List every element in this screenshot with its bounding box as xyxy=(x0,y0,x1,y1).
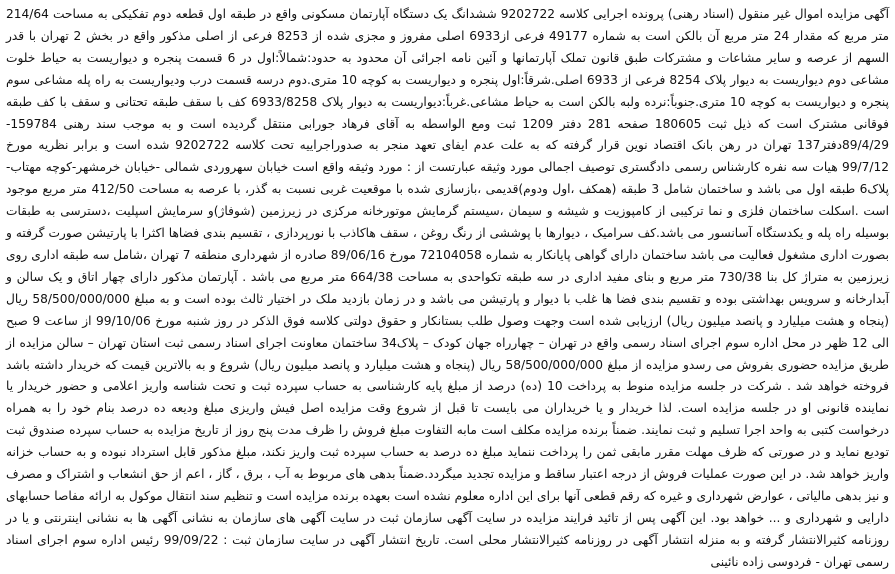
auction-notice-body: آگهی مزایده اموال غیر منقول (اسناد رهنی) پرونده اجرایی کلاسه 9202722 ششدانگ یک دستگاه آپارتمان مسکونی واقع در طبقه اول قطعه دوم تفکیکی به مساحت 214/64 متر مربع که مقدار 24 متر مربع آن بالکن است به شماره 49177 فرعی از6933 اصلی مفروز و مجزی شده از 8253 فرعی از اصلی مذکور واقع در بخش 2 تهران با قدر السهم از عرصه و سایر مشاعات و مشترکات طبق قانون تملک آپارتمانها و آئین نامه اجرائی آن محدود به حدود:شمالاً:اول در 6 قسمت پنجره و دیواریست به حیاط خلوت مشاعی دوم دیواریست به دیوار پلاک 8254 فرعی از 6933 اصلی.شرقاً:اول پنجره و دیواریست به کوچه 10 متری.دوم درسه قسمت درب ودیواریست به راه پله مشاعی سوم پنجره و دیواریست به کوچه 10 متری.جنوباً:نرده ولبه بالکن است به حیاط مشاعی.غرباً:دیواریست به دیوار پلاک 6933/8258 کف با سقف طبقه تحتانی و سقف با کف طبقه فوقانی مشترک است که ذیل ثبت 180605 صفحه 281 دفتر 1209 ثبت ومع الواسطه به آقای فرهاد جورابی منتقل گردیده است و به موجب سند رهنی 159784-89/4/29دفتر137 تهران در رهن بانک اقتصاد نوین قرار گرفته که به علت عدم ایفای تعهد منجر به صدوراجراییه تحت کلاسه 9202722 شده است و برابر نظریه مورخ 99/7/12 هیات سه نفره کارشناس رسمی دادگستری توصیف اجمالی مورد وثیقه عبارتست از : مورد وثیقه واقع است خیابان سهروردی شمالی -خیابان خرمشهر-کوچه مهتاب-پلاک6 طبقه اول می باشد و ساختمان شامل 3 طبقه (همکف ،اول ودوم)قدیمی ،بازسازی شده با موقعیت غربی نسبت به گذر، با عرصه به مساحت 412/50 متر مربع موجود است .اسکلت ساختمان فلزی و نما ترکیبی از کامپوزیت و شیشه و سیمان ،سیستم گرمایش موتورخانه مرکزی در زیرزمین (شوفاژ)و سرمایش اسپلیت ،دسترسی به طبقات بوسیله راه پله و یکدستگاه آسانسور می باشد.کف سرامیک ، دیوارها با پوششی از رنگ روغن ، سقف هاکاذب با نورپردازی ، تقسیم بندی فضاها اکثرا با پارتیشن صورت گرفته و بصورت اداری مشغول فعالیت می باشد ساختمان دارای گواهی پایانکار به شماره 72104058 مورخ 89/06/16 صادره از شهرداری منطقه 7 تهران ،شامل سه طبقه اداری روی زیرزمین به متراژ کل بنا 730/38 متر مربع و بنای مفید اداری در سه طبقه تکواحدی به مساحت 664/38 متر مربع می باشد . آپارتمان مذکور دارای چهار اتاق و یک سالن و آبدارخانه و سرویس بهداشتی بوده و تقسیم بندی فضا ها غلب با دیوار و پارتیشن می باشد و در زمان بازدید ملک در اختیار ثالث بوده است و به مبلغ 58/500/000/000 ریال (پنجاه و هشت میلیارد و پانصد میلیون ریال) ارزیابی شده است وجهت وصول طلب بستانکار و حقوق دولتی کلاسه فوق الذکر در روز شنبه مورخ 99/10/06 از ساعت 9 صبح الی 12 ظهر در محل اداره سوم اجرای اسناد رسمی واقع در تهران – چهارراه جهان کودک – پلاک34 ساختمان معاونت اجرای اسناد رسمی ثبت استان تهران – سالن مزایده از طریق مزایده حضوری بفروش می رسدو مزایده از مبلغ 58/500/000/000 ریال (پنجاه و هشت میلیارد و پانصد میلیون ریال) شروع و به بالاترین قیمت که خریدار داشته باشد فروخته خواهد شد . شرکت در جلسه مزایده منوط به پرداخت 10 (ده) درصد از مبلغ پایه کارشناسی به حساب سپرده ثبت و تحت شناسه واریز اعلامی و حضور خریدار یا نماینده قانونی او در جلسه مزایده است. لذا خریدار و یا خریداران می بایست تا قبل از شروع وقت مزایده اصل فیش واریزی مبلغ ودیعه ده درصد بنام خود را به همراه درخواست کتبی به واحد اجرا تسلیم و ثبت نمایند. ضمناً برنده مزایده مکلف است مابه التفاوت مبلغ فروش را ظرف مدت پنج روز از تاریخ مزایده به حساب سپرده صندوق ثبت تودیع نماید و در صورتی که ظرف مهلت مقرر مابقی ثمن را پرداخت ننماید مبلغ ده درصد به حساب سپرده ثبت واریز نکند، مبلغ مذکور قابل استرداد نبوده و به حساب خزانه واریز خواهد شد. در این صورت عملیات فروش از درجه اعتبار ساقط و مزایده تجدید میگردد.ضمناً بدهی های مربوط به آب ، برق ، گاز ، اعم از حق انشعاب و اشتراک و مصرف و نیز بدهی مالیاتی ، عوارض شهرداری و غیره که رقم قطعی آنها برای این اداره معلوم نشده است بعهده برنده مزایده است و تنظیم سند انتقال موکول به ارائه مفاصا حسابهای دارایی و شهرداری و ... خواهد بود. این آگهی پس از تائید فرایند مزایده در سایت آگهی سازمان ثبت در سایت آگهی های سازمان به نشانی آگهی ها به نشانی اینترنتی و یا در روزنامه کثیرالانتشار گرفته و به منزله انتشار آگهی در روزنامه کثیرالانتشار محلی است. تاریخ انتشار آگهی در سایت سازمان ثبت : 99/09/22 رئیس اداره سوم اجرای اسناد رسمی تهران - فردوسی زاده نائینی xyxy=(6,7,890,569)
